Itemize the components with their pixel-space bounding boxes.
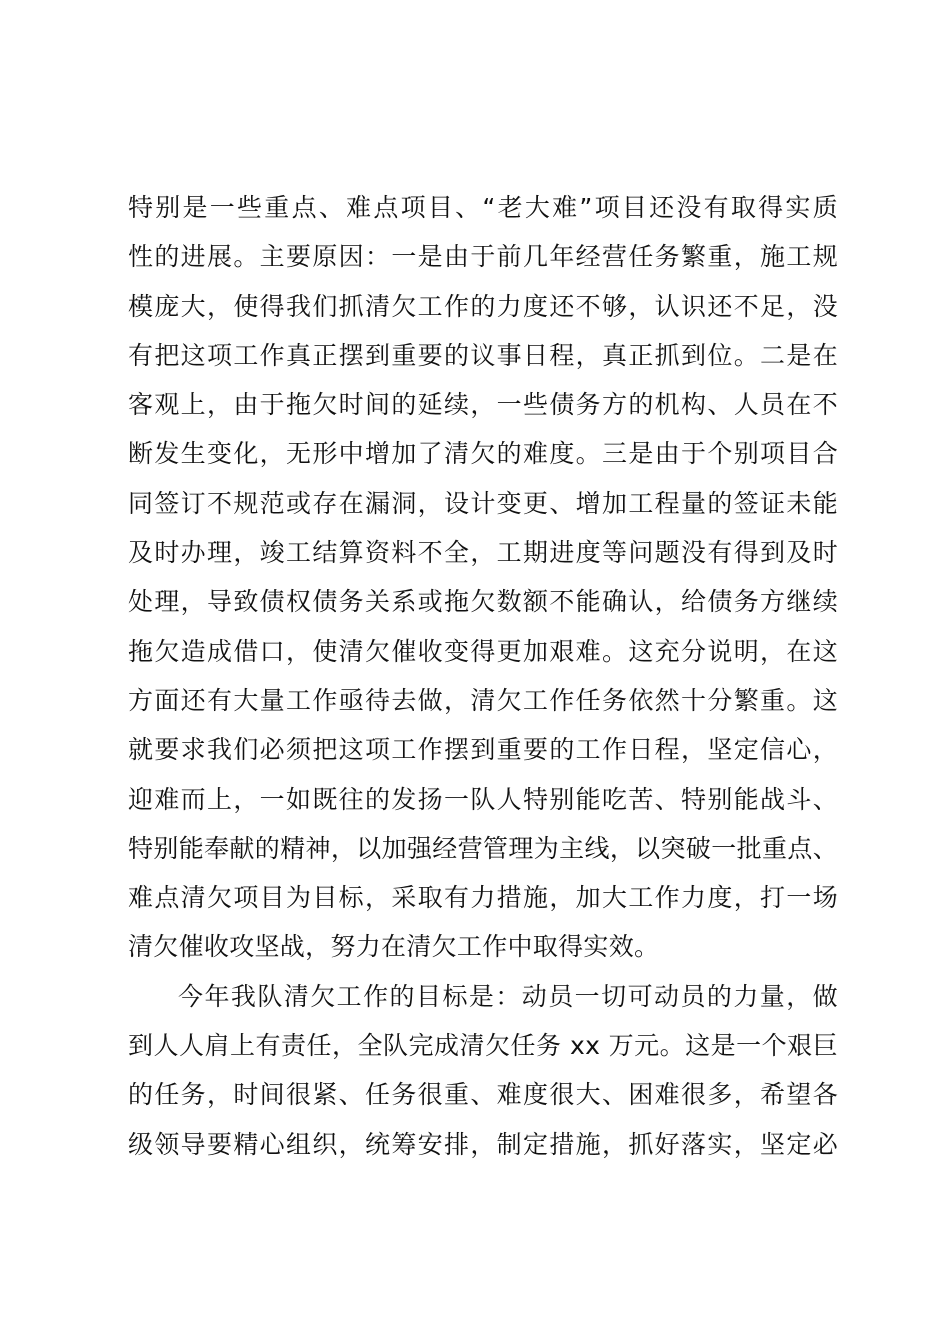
text-line: 方面还有大量工作亟待去做，清欠工作任务依然十分繁重。这	[128, 685, 838, 715]
text-line: 级领导要精心组织，统筹安排，制定措施，抓好落实，坚定必	[128, 1129, 838, 1159]
text-line: 客观上，由于拖欠时间的延续，一些债务方的机构、人员在不	[128, 390, 838, 420]
text-line: 难点清欠项目为目标，采取有力措施，加大工作力度，打一场	[128, 883, 838, 913]
text-line: 同签订不规范或存在漏洞，设计变更、增加工程量的签证未能	[128, 488, 838, 518]
text-line: 特别是一些重点、难点项目、“老大难”项目还没有取得实质	[128, 193, 838, 222]
text-line: 特别能奉献的精神，以加强经营管理为主线，以突破一批重点、	[128, 833, 838, 863]
paragraph-goals	[128, 972, 838, 1169]
text-line: 今年我队清欠工作的目标是：动员一切可动员的力量，做	[178, 981, 838, 1011]
text-line: 到人人肩上有责任，全队完成清欠任务 xx 万元。这是一个艰巨	[128, 1031, 838, 1061]
text-line: 有把这项工作真正摆到重要的议事日程，真正抓到位。二是在	[128, 340, 838, 370]
text-line: 清欠催收攻坚战，努力在清欠工作中取得实效。	[128, 932, 660, 962]
paragraph-causes	[128, 183, 838, 972]
text-line: 就要求我们必须把这项工作摆到重要的工作日程，坚定信心，	[128, 735, 838, 765]
text-line: 处理，导致债权债务关系或拖欠数额不能确认，给债务方继续	[128, 587, 838, 617]
text-line: 及时办理，竣工结算资料不全，工期进度等问题没有得到及时	[128, 538, 838, 568]
text-line: 性的进展。主要原因：一是由于前几年经营任务繁重，施工规	[128, 242, 838, 272]
document-body	[128, 183, 838, 1169]
text-line: 断发生变化，无形中增加了清欠的难度。三是由于个别项目合	[128, 439, 838, 469]
text-line: 模庞大，使得我们抓清欠工作的力度还不够，认识还不足，没	[128, 291, 838, 321]
text-line: 的任务，时间很紧、任务很重、难度很大、困难很多，希望各	[128, 1080, 838, 1110]
text-line: 拖欠造成借口，使清欠催收变得更加艰难。这充分说明，在这	[128, 636, 838, 666]
text-line: 迎难而上，一如既往的发扬一队人特别能吃苦、特别能战斗、	[128, 784, 838, 814]
